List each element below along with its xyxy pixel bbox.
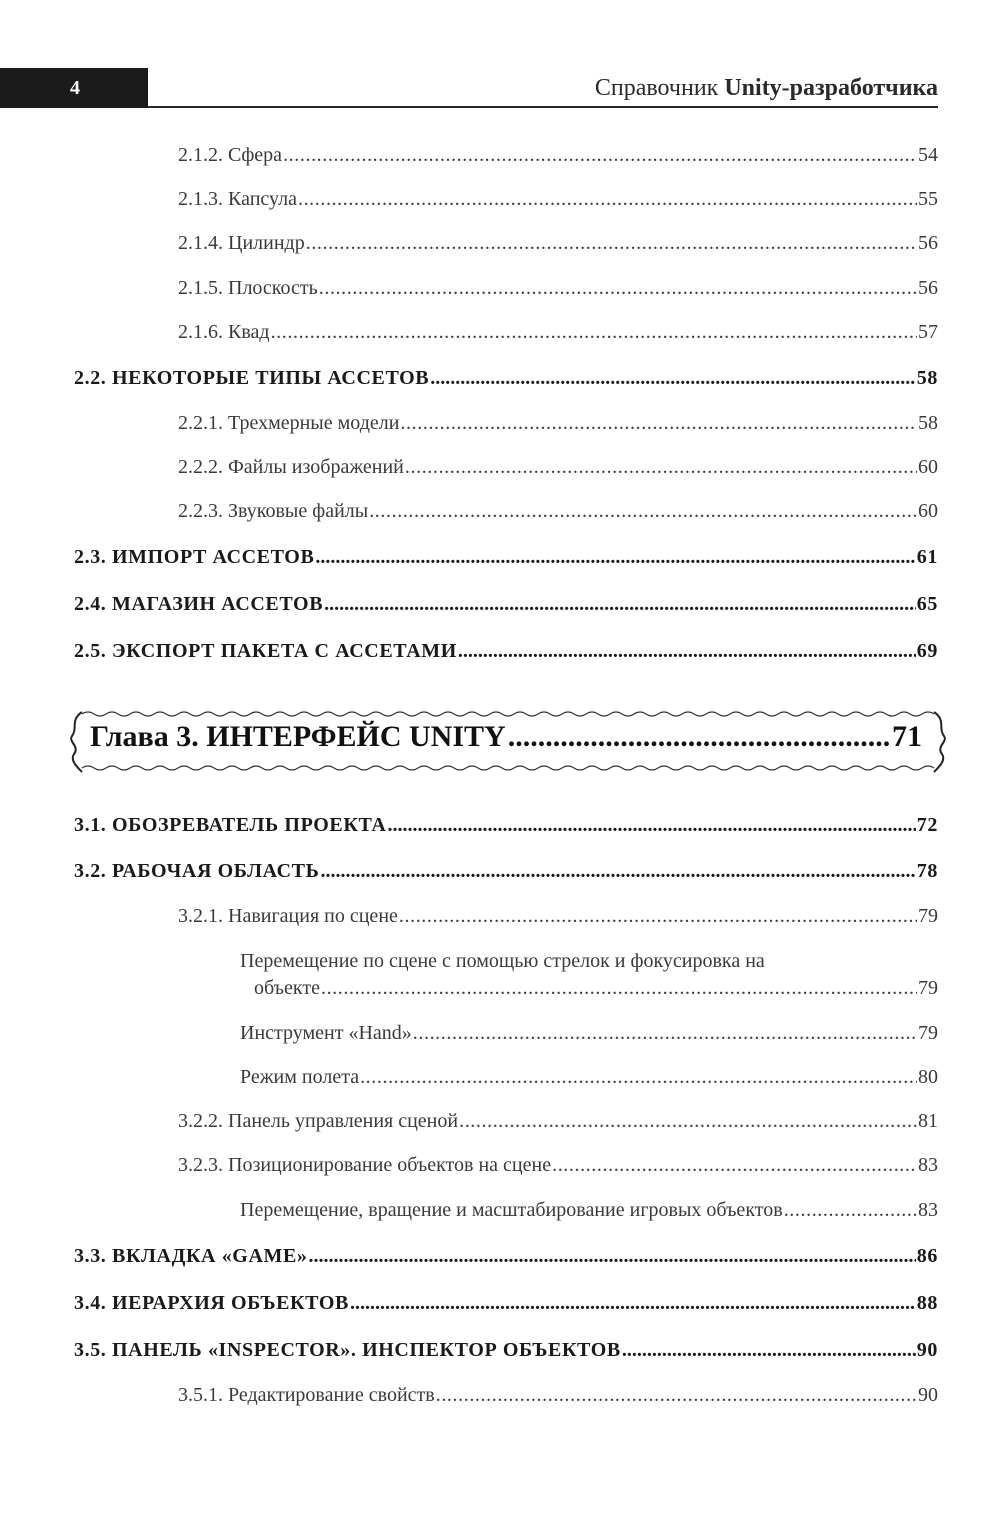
- dot-leader: [430, 367, 916, 390]
- toc-entry-3-2-1[interactable]: [178, 905, 938, 928]
- toc-section-3-3[interactable]: [74, 1245, 938, 1268]
- toc-section-label: 2.3. ИМПОРТ АССЕТОВ: [74, 546, 315, 568]
- toc-section-page: 72: [916, 814, 938, 836]
- dot-leader: [399, 905, 917, 928]
- dot-leader: [315, 546, 915, 569]
- toc-section-page: 58: [916, 367, 938, 389]
- dot-leader: [271, 321, 917, 344]
- toc-entry-page: 60: [918, 500, 938, 522]
- toc-entry-2-2-2[interactable]: [178, 456, 938, 479]
- dot-leader: [360, 1066, 917, 1089]
- toc-entry-label: 2.1.2. Сфера: [178, 144, 283, 166]
- toc-section-2-2[interactable]: [74, 367, 938, 390]
- toc-entry-page: 55: [918, 188, 938, 210]
- toc-section-2-4[interactable]: [74, 593, 938, 616]
- toc-entry-2-2-3[interactable]: [178, 500, 938, 523]
- dot-leader: [459, 1110, 917, 1133]
- toc-entry-page: 83: [918, 1154, 938, 1176]
- toc-section-page: 61: [916, 546, 938, 568]
- toc-entry-page: 81: [918, 1110, 938, 1132]
- toc-entry-2-1-6[interactable]: [178, 321, 938, 344]
- toc-entry-2-1-4[interactable]: [178, 232, 938, 255]
- dot-leader: [298, 188, 917, 211]
- toc-subentry-flight-mode[interactable]: [240, 1066, 938, 1089]
- toc-section-page: 86: [916, 1245, 938, 1267]
- toc-entry-label: 3.2.2. Панель управления сценой: [178, 1110, 459, 1132]
- toc-entry-page: 79: [918, 977, 938, 999]
- toc-section-label: 3.3. ВКЛАДКА «GAME»: [74, 1245, 308, 1267]
- toc-section-3-1[interactable]: [74, 814, 938, 837]
- page-header: [0, 68, 938, 108]
- dot-leader: [622, 1339, 916, 1362]
- chapter-page: 71: [892, 720, 922, 753]
- dot-leader: [400, 412, 917, 435]
- toc-section-page: 90: [916, 1339, 938, 1361]
- toc-section-3-2[interactable]: [74, 860, 938, 883]
- toc-entry-2-1-2[interactable]: [178, 144, 938, 167]
- dot-leader: [784, 1199, 917, 1222]
- toc-entry-label: 2.2.2. Файлы изображений: [178, 456, 404, 478]
- dot-leader: [405, 456, 917, 479]
- toc-section-label: 2.5. ЭКСПОРТ ПАКЕТА С АССЕТАМИ: [74, 640, 457, 662]
- toc-entry-label: Режим полета: [240, 1066, 360, 1088]
- toc-entry-label: 2.1.6. Квад: [178, 321, 270, 343]
- dot-leader: [387, 814, 915, 837]
- toc-subentry-transform[interactable]: [240, 1199, 938, 1222]
- toc-section-label: 3.2. РАБОЧАЯ ОБЛАСТЬ: [74, 860, 320, 882]
- toc-entry-page: 80: [918, 1066, 938, 1088]
- toc-entry-label: 2.2.1. Трехмерные модели: [178, 412, 400, 434]
- toc-section-2-5[interactable]: [74, 640, 938, 663]
- toc-entry-2-1-5[interactable]: [178, 277, 938, 300]
- toc-entry-page: 90: [918, 1384, 938, 1406]
- dot-leader: [436, 1384, 917, 1407]
- dot-leader: [350, 1292, 916, 1315]
- toc-entry-3-5-1[interactable]: [178, 1384, 938, 1407]
- toc-entry-page: 56: [918, 232, 938, 254]
- toc-subentry-line1[interactable]: Перемещение по сцене с помощью стрелок и фокусировка на: [240, 950, 765, 972]
- toc-section-2-3[interactable]: [74, 546, 938, 569]
- toc-section-label: 2.2. НЕКОТОРЫЕ ТИПЫ АССЕТОВ: [74, 367, 430, 389]
- dot-leader: [309, 1245, 916, 1268]
- toc-entry-label: 3.2.3. Позиционирование объектов на сцене: [178, 1154, 552, 1176]
- toc-section-page: 65: [916, 593, 938, 615]
- toc-entry-page: 79: [918, 1022, 938, 1044]
- book-title-prefix: Справочник: [594, 75, 725, 101]
- toc-section-label: 2.4. МАГАЗИН АССЕТОВ: [74, 593, 324, 615]
- toc-entry-2-1-3[interactable]: [178, 188, 938, 211]
- toc-entry-label: Перемещение, вращение и масштабирование игровых объектов: [240, 1199, 783, 1221]
- chapter-title: Глава 3. ИНТЕРФЕЙС UNITY: [90, 720, 506, 753]
- toc-entry-page: 56: [918, 277, 938, 299]
- chapter-title-line: [90, 720, 922, 754]
- toc-entry-page: 60: [918, 456, 938, 478]
- dot-leader: [321, 977, 917, 1000]
- toc-entry-label: объекте: [254, 977, 320, 999]
- toc-entry-label: 2.1.3. Капсула: [178, 188, 297, 210]
- toc-section-label: 3.4. ИЕРАРХИЯ ОБЪЕКТОВ: [74, 1292, 349, 1314]
- toc-entry-page: 54: [918, 144, 938, 166]
- toc-entry-page: 57: [918, 321, 938, 343]
- page-number: 4: [0, 68, 148, 108]
- dot-leader: [306, 232, 917, 255]
- dot-leader: [283, 144, 917, 167]
- dot-leader: [319, 277, 917, 300]
- toc-subentry-arrows-focus[interactable]: [254, 977, 938, 1000]
- dot-leader: [413, 1022, 917, 1045]
- toc-entry-page: 58: [918, 412, 938, 434]
- toc-section-page: 88: [916, 1292, 938, 1314]
- chapter-3-heading[interactable]: [68, 706, 948, 776]
- toc-section-page: 78: [916, 860, 938, 882]
- dot-leader: [508, 720, 890, 754]
- book-title-bold: Unity-разработчика: [724, 75, 938, 101]
- book-title: [595, 68, 938, 108]
- toc-subentry-hand-tool[interactable]: [240, 1022, 938, 1045]
- header-rule: [148, 106, 938, 108]
- dot-leader: [552, 1154, 917, 1177]
- toc-entry-3-2-3[interactable]: [178, 1154, 938, 1177]
- toc-entry-label: 2.1.5. Плоскость: [178, 277, 318, 299]
- dot-leader: [458, 640, 916, 663]
- toc-entry-label: 2.2.3. Звуковые файлы: [178, 500, 369, 522]
- toc-section-label: 3.1. ОБОЗРЕВАТЕЛЬ ПРОЕКТА: [74, 814, 387, 836]
- toc-entry-page: 79: [918, 905, 938, 927]
- dot-leader: [324, 593, 916, 616]
- toc-entry-2-2-1[interactable]: [178, 412, 938, 435]
- dot-leader: [320, 860, 915, 883]
- toc-entry-label: 3.5.1. Редактирование свойств: [178, 1384, 435, 1406]
- toc-entry-label: 3.2.1. Навигация по сцене: [178, 905, 398, 927]
- toc-entry-3-2-2[interactable]: [178, 1110, 938, 1133]
- toc-section-page: 69: [916, 640, 938, 662]
- toc-section-3-5[interactable]: [74, 1339, 938, 1362]
- dot-leader: [369, 500, 917, 523]
- toc-section-3-4[interactable]: [74, 1292, 938, 1315]
- toc-section-label: 3.5. ПАНЕЛЬ «INSPECTOR». ИНСПЕКТОР ОБЪЕКТОВ: [74, 1339, 621, 1361]
- toc-entry-label: Инструмент «Hand»: [240, 1022, 412, 1044]
- toc-entry-page: 83: [918, 1199, 938, 1221]
- toc-entry-label: 2.1.4. Цилиндр: [178, 232, 305, 254]
